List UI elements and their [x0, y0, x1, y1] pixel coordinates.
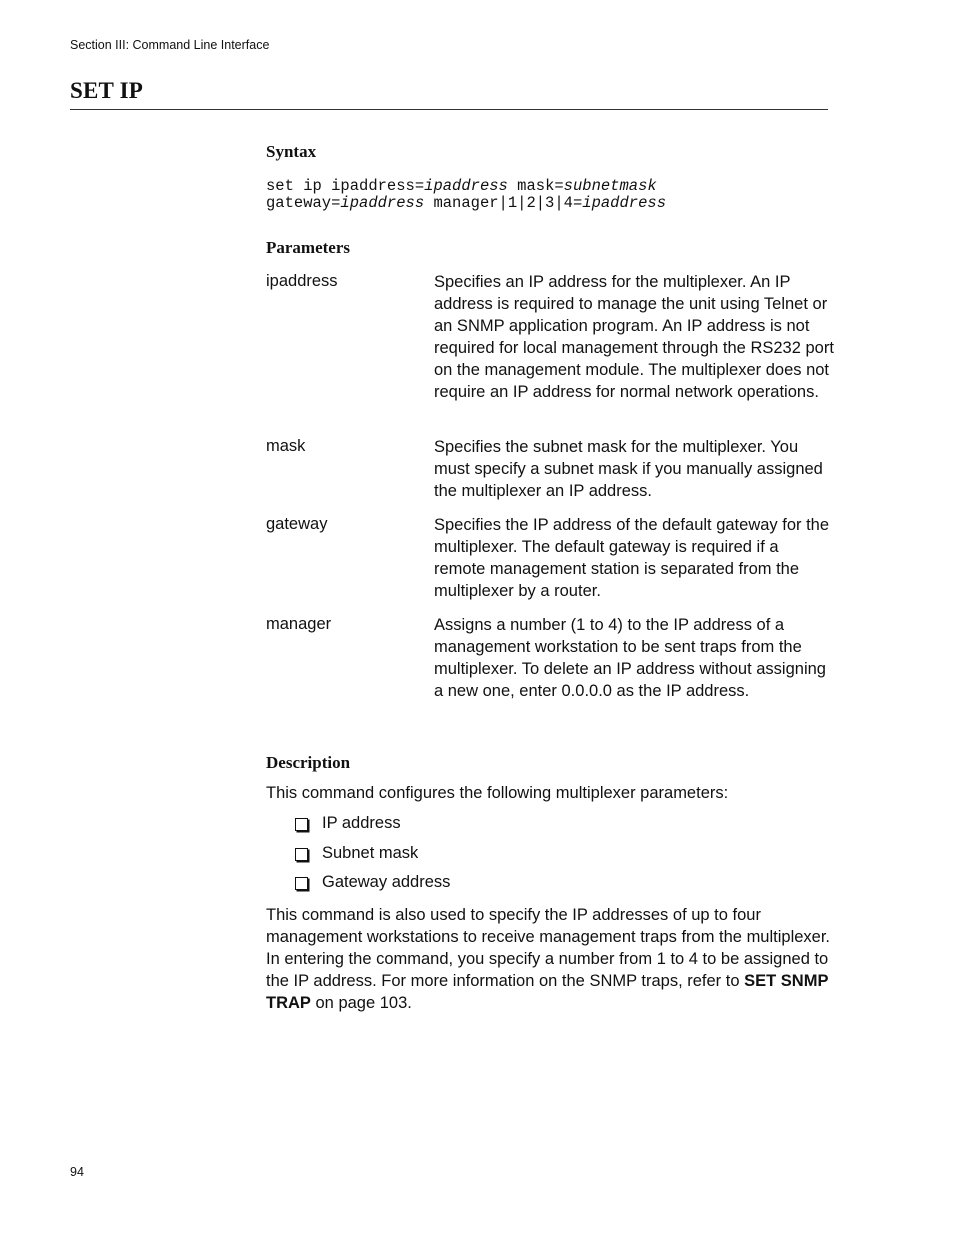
- list-item: [295, 873, 450, 892]
- param-desc-mask: Specifies the subnet mask for the multiplexer. You must specify a subnet mask if you manually assigned the multiplexer an IP address.: [434, 438, 823, 500]
- syntax-heading: Syntax: [266, 142, 317, 161]
- parameters-heading: Parameters: [266, 238, 351, 257]
- syntax-placeholder: ipaddress: [424, 177, 508, 195]
- description-heading: Description: [266, 753, 351, 772]
- syntax-part: mask=: [507, 177, 564, 195]
- param-name-gateway: gateway: [266, 515, 328, 533]
- page-number: 94: [70, 1165, 84, 1179]
- paragraph-text-end: on page 103.: [310, 993, 412, 1012]
- checkbox-bullet-icon: [295, 818, 308, 831]
- syntax-part: manager|1|2|3|4=: [424, 194, 583, 212]
- syntax-placeholder: ipaddress: [340, 194, 425, 212]
- list-item-label: Gateway address: [322, 873, 451, 891]
- list-item: [295, 814, 401, 833]
- param-name-ipaddress: ipaddress: [266, 272, 338, 290]
- description-intro: This command configures the following multiplexer parameters:: [266, 784, 729, 802]
- param-desc-gateway: Specifies the IP address of the default gateway for the multiplexer. The default gateway is required if a remote management station is separated from the multiplexer by a router.: [434, 516, 830, 600]
- param-name-manager: manager: [266, 615, 332, 633]
- checkbox-bullet-icon: [295, 848, 308, 861]
- paragraph-text: This command is also used to specify the IP addresses of up to four management workstations to receive management traps from the multiplexer. In entering the command, you specify a number from 1 to 4 to be assigned to the IP address. For more information on the SNMP traps, refer to: [266, 906, 831, 990]
- param-name-mask: mask: [266, 437, 306, 455]
- param-desc-manager: Assigns a number (1 to 4) to the IP address of a management workstation to be sent traps from the multiplexer. To delete an IP address without assigning a new one, enter 0.0.0.0 as the IP address.: [434, 616, 826, 700]
- syntax-placeholder: ipaddress: [582, 194, 666, 212]
- description-paragraph: [266, 905, 832, 1015]
- syntax-part: gateway=: [266, 194, 341, 212]
- syntax-part: set ip ipaddress=: [266, 177, 425, 195]
- param-desc-ipaddress: Specifies an IP address for the multiplexer. An IP address is required to manage the unit using Telnet or an SNMP application program. An IP address is not required for local management through the RS232 port on the management module. The multiplexer does not require an IP address for normal network operations.: [434, 273, 834, 401]
- page-title: SET IP: [70, 78, 144, 103]
- title-divider: [70, 109, 828, 110]
- list-item-label: IP address: [322, 814, 401, 832]
- syntax-line-2: [266, 195, 666, 212]
- cross-reference-link[interactable]: SET SNMP TRAP: [266, 971, 829, 1012]
- list-item-label: Subnet mask: [322, 844, 419, 862]
- syntax-line-1: [266, 178, 657, 195]
- syntax-placeholder: subnetmask: [563, 177, 657, 195]
- list-item: [295, 844, 418, 863]
- checkbox-bullet-icon: [295, 877, 308, 890]
- running-head: Section III: Command Line Interface: [70, 38, 270, 52]
